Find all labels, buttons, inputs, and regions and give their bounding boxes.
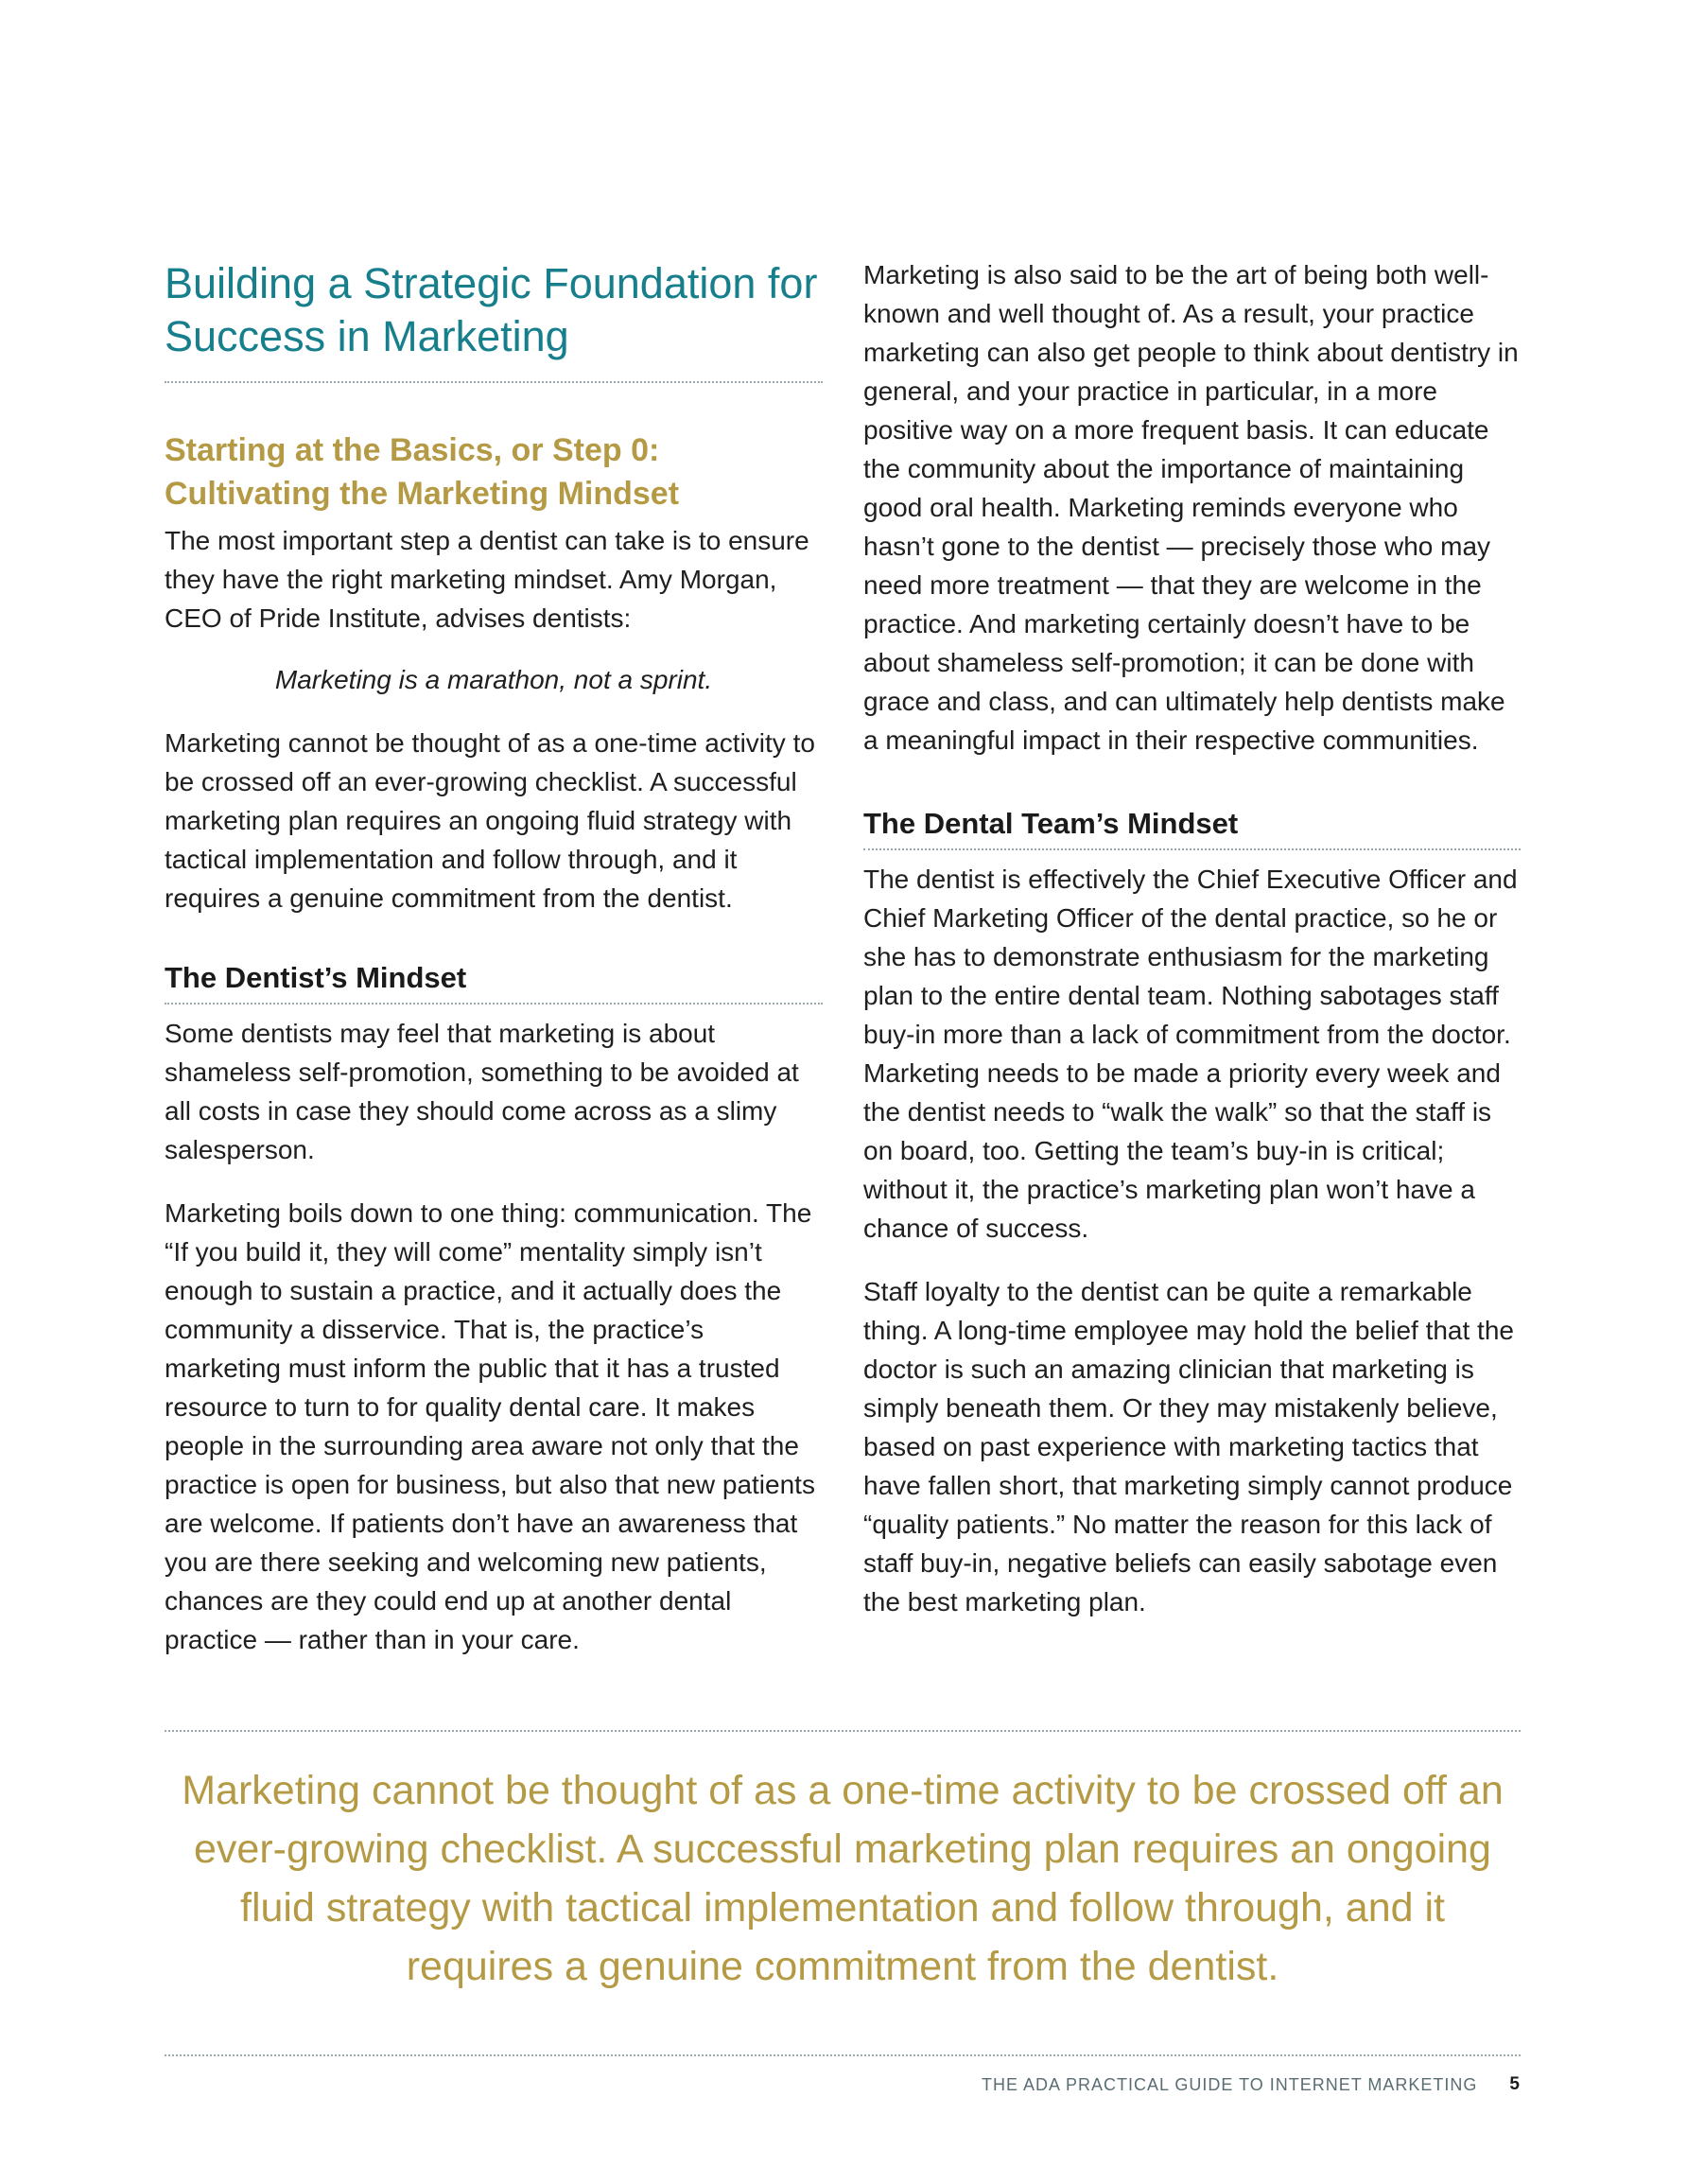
footer-divider: [165, 2054, 1521, 2056]
title-divider: [165, 381, 823, 383]
paragraph-marathon: Marketing cannot be thought of as a one-time activity to be crossed off an ever-growing checklist. A successful marketing plan requires an ongoing fluid strategy with tactical implementation and follow through, and it requires a genuine commitment from the dentist.: [165, 728, 815, 913]
paragraph-communication: Marketing boils down to one thing: communication. The “If you build it, they will come” mentality simply isn’t enough to sustain a practice, and it actually does the community a disservice. That is, the practice’s marketing must inform the public that it has a trusted resource to turn to for quality dental care. It makes people in the surrounding area aware not only that the practice is open for business, but also that new patients are welcome. If patients don’t have an awareness that you are there seeking and welcoming new patients, chances are they could end up at another dental practice — rather than in your care.: [165, 1198, 815, 1654]
heading-dental-team-mindset: The Dental Team’s Mindset: [863, 807, 1239, 840]
page-title: Building a Strategic Foundation for Success in Marketing: [165, 259, 818, 360]
footer-guide-title: THE ADA PRACTICAL GUIDE TO INTERNET MARKETING: [982, 2074, 1478, 2094]
section-subtitle: Starting at the Basics, or Step 0: Cultivating the Marketing Mindset: [165, 432, 680, 512]
pullquote-top-divider: [165, 1730, 1521, 1732]
paragraph-staff-loyalty: Staff loyalty to the dentist can be quite a remarkable thing. A long-time employee may hold the belief that the doctor is such an amazing clinician that marketing is simply beneath them. Or they may mistakenly believe, based on past experience with marketing tactics that have fallen short, that marketing simply cannot produce “quality patients.” No matter the reason for this lack of staff buy-in, negative beliefs can easily sabotage even the best marketing plan.: [863, 1277, 1514, 1616]
page-footer: [982, 2074, 1521, 2095]
quote-line: Marketing is a marathon, not a sprint.: [274, 665, 713, 694]
heading-dentists-mindset: The Dentist’s Mindset: [165, 961, 467, 994]
intro-paragraph: The most important step a dentist can take is to ensure they have the right marketing mindset. Amy Morgan, CEO of Pride Institute, advises dentists:: [165, 526, 809, 633]
pull-quote: Marketing cannot be thought of as a one-time activity to be crossed off an ever-growing checklist. A successful marketing plan requires an ongoing fluid strategy with tactical implementation and follow through, and it requires a genuine commitment from the dentist.: [182, 1768, 1504, 1989]
left-column: [165, 255, 823, 1659]
heading-divider: [863, 848, 1521, 850]
right-column: [863, 255, 1521, 1621]
page-number: 5: [1509, 2074, 1521, 2094]
paragraph-self-promotion: Some dentists may feel that marketing is about shameless self-promotion, something to be avoided at all costs in case they should come across as a slimy salesperson.: [165, 1019, 799, 1164]
paragraph-ceo-cmo: The dentist is effectively the Chief Executive Officer and Chief Marketing Officer of the dental practice, so he or she has to demonstrate enthusiasm for the marketing plan to the entire dental team. Nothing sabotages staff buy-in more than a lack of commitment from the doctor. Marketing needs to be made a priority every week and the dentist needs to “walk the walk” so that the staff is on board, too. Getting the team’s buy-in is critical; without it, the practice’s marketing plan won’t have a chance of success.: [863, 865, 1518, 1243]
paragraph-well-known: Marketing is also said to be the art of being both well-known and well thought of. As a result, your practice marketing can also get people to think about dentistry in general, and your practice in particular, in a more positive way on a more frequent basis. It can educate the community about the importance of maintaining good oral health. Marketing reminds everyone who hasn’t gone to the dentist — precisely those who may need more treatment — that they are welcome in the practice. And marketing certainly doesn’t have to be about shameless self-promotion; it can be done with grace and class, and can ultimately help dentists make a meaningful impact in their respective communities.: [863, 260, 1519, 755]
heading-divider: [165, 1003, 823, 1005]
